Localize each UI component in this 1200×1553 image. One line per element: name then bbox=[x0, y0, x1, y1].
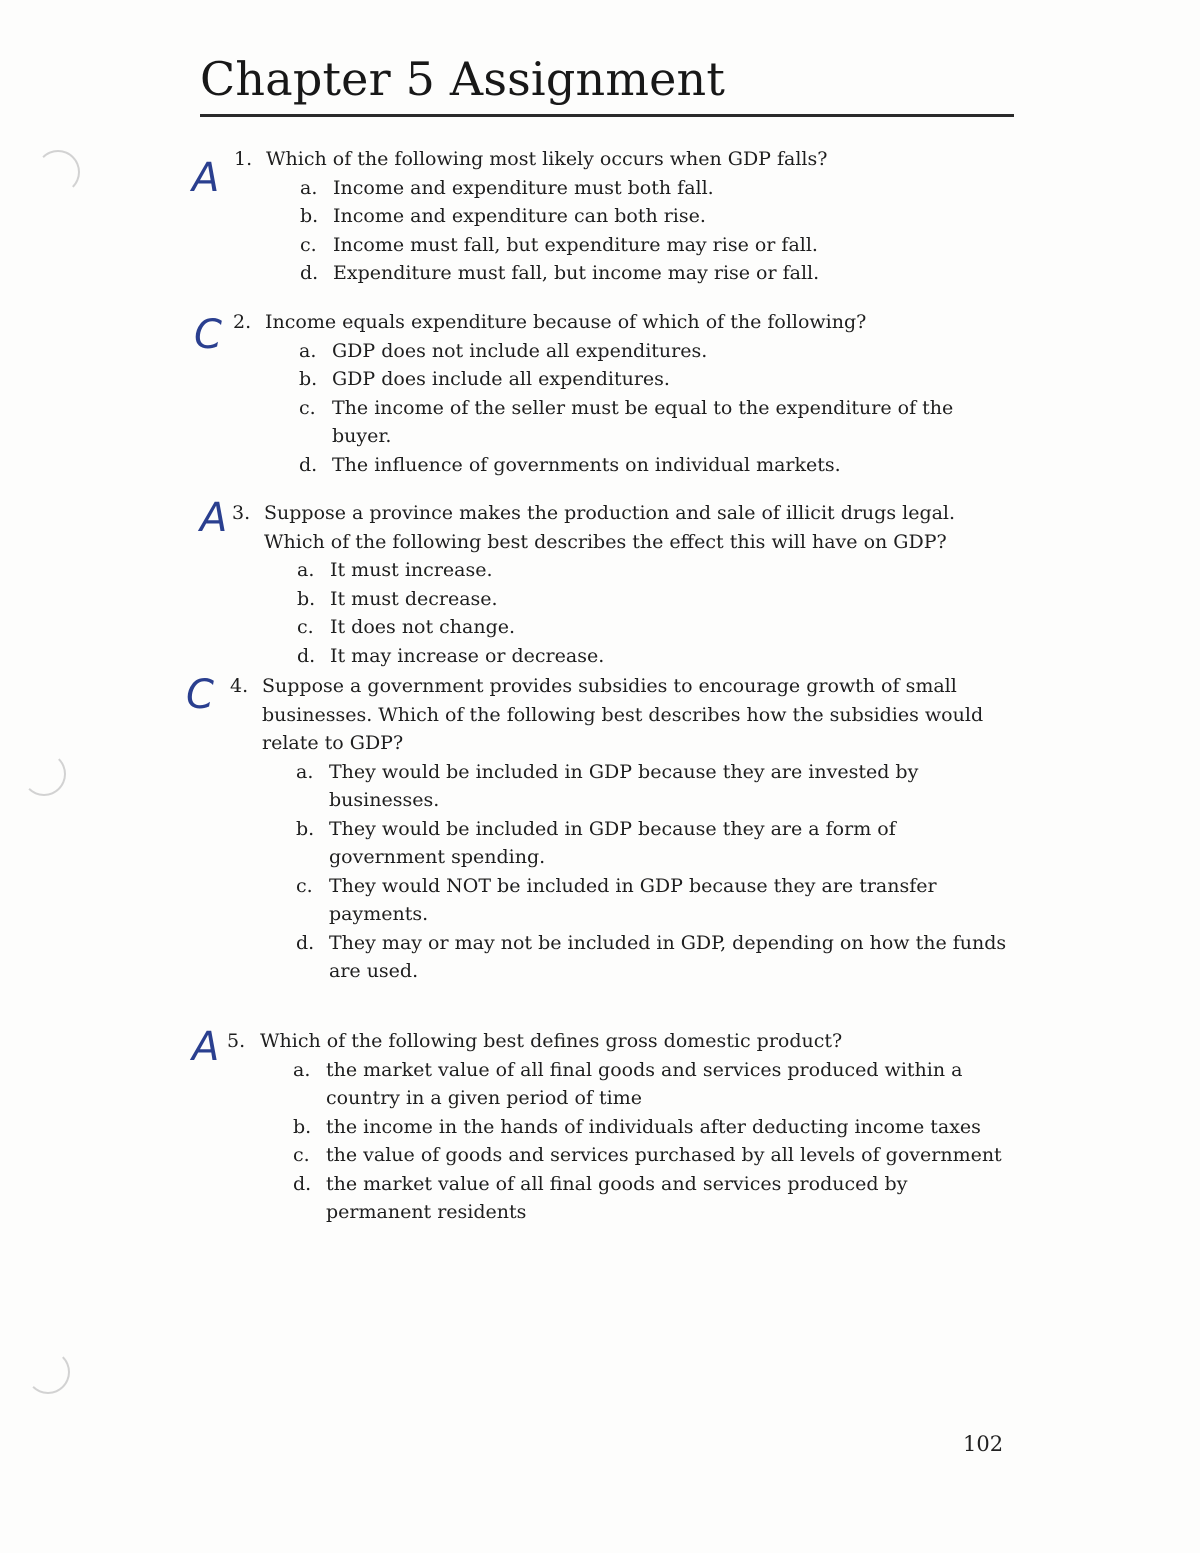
question-text: Which of the following most likely occurs when GDP falls? bbox=[266, 148, 828, 170]
option-letter: d. bbox=[293, 1172, 312, 1195]
option-letter: a. bbox=[299, 339, 317, 362]
option-text: the income in the hands of individuals after deducting income taxes bbox=[326, 1115, 981, 1138]
option-letter: b. bbox=[296, 817, 315, 840]
option-text: It does not change. bbox=[330, 616, 516, 638]
option-text: The income of the seller must be equal to the expenditure of the bbox=[332, 396, 954, 419]
option-letter: c. bbox=[296, 874, 313, 897]
option-text: GDP does include all expenditures. bbox=[332, 368, 670, 390]
option-letter: b. bbox=[300, 205, 319, 227]
option-letter: d. bbox=[296, 931, 315, 954]
question-number: 4. bbox=[230, 675, 249, 697]
question-text: Which of the following best describes the effect this will have on GDP? bbox=[264, 530, 947, 553]
option-text: the value of goods and services purchased by all levels of government bbox=[326, 1144, 1002, 1166]
option-letter: b. bbox=[293, 1115, 312, 1138]
question-number: 1. bbox=[234, 148, 253, 170]
punch-hole-top bbox=[36, 150, 80, 194]
option-text: country in a given period of time bbox=[326, 1087, 642, 1109]
option-letter: c. bbox=[293, 1144, 310, 1166]
option-text: They would NOT be included in GDP because they are transfer bbox=[329, 874, 937, 897]
question-text: Suppose a province makes the production and sale of illicit drugs legal. bbox=[264, 502, 956, 524]
question-text: Suppose a government provides subsidies to encourage growth of small bbox=[262, 675, 957, 697]
question-text: Which of the following best defines gross domestic product? bbox=[260, 1030, 843, 1052]
option-text: The influence of governments on individual markets. bbox=[332, 453, 841, 476]
option-letter: a. bbox=[300, 176, 318, 199]
question-text: businesses. Which of the following best describes how the subsidies would bbox=[262, 703, 984, 726]
handwritten-answer-mark: C bbox=[186, 672, 214, 718]
option-letter: b. bbox=[299, 368, 318, 390]
handwritten-answer-mark: A bbox=[200, 495, 228, 541]
question-number: 3. bbox=[232, 502, 251, 524]
option-text: businesses. bbox=[329, 789, 440, 811]
option-text: permanent residents bbox=[326, 1201, 527, 1223]
option-text: the market value of all final goods and services produced within a bbox=[326, 1058, 963, 1081]
option-text: It must decrease. bbox=[330, 587, 498, 610]
option-letter: d. bbox=[299, 453, 318, 476]
question-number: 2. bbox=[233, 311, 252, 333]
option-letter: b. bbox=[297, 587, 316, 610]
option-text: Income and expenditure can both rise. bbox=[333, 205, 706, 227]
option-letter: a. bbox=[297, 559, 315, 581]
option-text: Income and expenditure must both fall. bbox=[333, 176, 714, 199]
punch-hole-bottom bbox=[26, 1350, 70, 1394]
option-text: are used. bbox=[329, 960, 419, 982]
option-letter: d. bbox=[300, 262, 319, 284]
option-text: the market value of all final goods and services produced by bbox=[326, 1172, 908, 1195]
option-letter: c. bbox=[300, 233, 317, 256]
option-letter: c. bbox=[299, 396, 316, 419]
page-number: 102 bbox=[963, 1432, 1004, 1456]
handwritten-answer-mark: A bbox=[192, 1024, 220, 1070]
option-text: They would be included in GDP because they are invested by bbox=[329, 760, 919, 783]
option-text: payments. bbox=[329, 903, 429, 925]
title-underline bbox=[200, 114, 1014, 117]
option-text: government spending. bbox=[329, 846, 546, 868]
page-title: Chapter 5 Assignment bbox=[200, 52, 726, 106]
option-text: It must increase. bbox=[330, 559, 493, 581]
question-text: relate to GDP? bbox=[262, 732, 404, 754]
handwritten-answer-mark: C bbox=[194, 312, 222, 358]
option-text: Expenditure must fall, but income may rise or fall. bbox=[333, 262, 820, 284]
question-number: 5. bbox=[227, 1030, 246, 1052]
option-text: It may increase or decrease. bbox=[330, 644, 605, 667]
option-letter: a. bbox=[296, 760, 314, 783]
punch-hole-middle bbox=[22, 752, 66, 796]
option-letter: d. bbox=[297, 644, 316, 667]
option-text: Income must fall, but expenditure may rise or fall. bbox=[333, 233, 818, 256]
option-text: GDP does not include all expenditures. bbox=[332, 339, 708, 362]
option-letter: c. bbox=[297, 616, 314, 638]
handwritten-answer-mark: A bbox=[192, 155, 220, 201]
question-text: Income equals expenditure because of which of the following? bbox=[265, 311, 867, 333]
option-text: They may or may not be included in GDP, depending on how the funds bbox=[329, 931, 1007, 954]
option-letter: a. bbox=[293, 1058, 311, 1081]
option-text: buyer. bbox=[332, 425, 392, 447]
option-text: They would be included in GDP because they are a form of bbox=[329, 817, 896, 840]
